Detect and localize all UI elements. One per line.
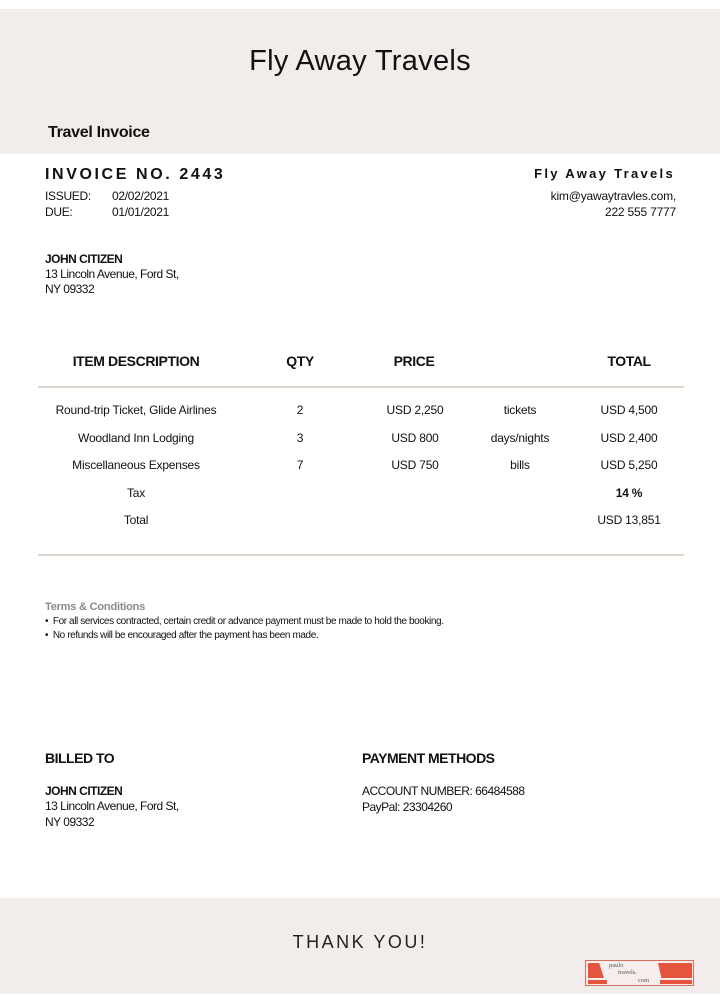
table-top-divider	[38, 386, 684, 388]
company-name: Fly Away Travels	[534, 166, 675, 181]
terms-item-2-text: No refunds will be encouraged after the payment has been made.	[52, 630, 319, 641]
issued-label: ISSUED:	[45, 189, 91, 203]
company-email: kim@yawaytravles.com,	[550, 189, 676, 203]
terms-item-1: • For all services contracted, certain credit or advance payment must be made to hold the booking.	[45, 616, 444, 627]
col-header-description: ITEM DESCRIPTION	[72, 353, 200, 369]
row-1-unit: tickets	[503, 403, 537, 417]
billed-to-address-line2: NY 09332	[45, 815, 95, 829]
logo-text-1: paulo	[609, 962, 624, 969]
terms-item-1-text: For all services contracted, certain credit or advance payment must be made to hold the booking.	[52, 616, 444, 627]
company-phone: 222 555 7777	[604, 205, 676, 219]
document-type-title: Travel Invoice	[48, 124, 150, 141]
logo-stripe-right-bottom	[660, 980, 692, 984]
billed-to-name: JOHN CITIZEN	[45, 784, 123, 798]
col-header-total: TOTAL	[607, 353, 651, 369]
col-header-price: PRICE	[393, 353, 435, 369]
row-2-price: USD 800	[391, 431, 439, 445]
billed-to-address-line1: 13 Lincoln Avenue, Ford St,	[45, 799, 179, 813]
due-label: DUE:	[45, 205, 73, 219]
row-2-description: Woodland Inn Lodging	[78, 431, 194, 445]
row-2-qty: 3	[296, 431, 304, 445]
row-3-unit: bills	[510, 458, 530, 472]
logo-stripe-left	[588, 963, 604, 978]
customer-name: JOHN CITIZEN	[45, 252, 123, 266]
row-2-total: USD 2,400	[600, 431, 658, 445]
account-number: ACCOUNT NUMBER: 66484588	[362, 784, 525, 798]
grand-total-value: USD 13,851	[597, 513, 661, 527]
logo-stripe-right	[658, 963, 692, 978]
row-3-qty: 7	[296, 458, 304, 472]
brand-title: Fly Away Travels	[249, 45, 471, 77]
payment-methods-heading: PAYMENT METHODS	[362, 750, 495, 766]
row-1-total: USD 4,500	[600, 403, 658, 417]
logo-text-2: travels.	[618, 969, 637, 976]
thank-you-text: THANK YOU!	[292, 932, 428, 952]
tax-label: Tax	[126, 486, 146, 500]
row-2-unit: days/nights	[490, 431, 550, 445]
billed-to-heading: BILLED TO	[45, 750, 115, 766]
logo-text-3: com	[638, 977, 650, 984]
due-date: 01/01/2021	[112, 205, 170, 219]
customer-address-line2: NY 09332	[45, 282, 95, 296]
row-3-description: Miscellaneous Expenses	[72, 458, 200, 472]
terms-item-2: • No refunds will be encouraged after the payment has been made.	[45, 630, 319, 641]
logo-stripe-left-bottom	[588, 980, 607, 984]
issued-date: 02/02/2021	[112, 189, 170, 203]
row-3-price: USD 750	[391, 458, 439, 472]
row-3-total: USD 5,250	[600, 458, 658, 472]
tax-value: 14 %	[615, 486, 643, 500]
row-1-qty: 2	[296, 403, 304, 417]
col-header-qty: QTY	[286, 353, 314, 369]
table-bottom-divider	[38, 554, 684, 556]
customer-address-line1: 13 Lincoln Avenue, Ford St,	[45, 267, 179, 281]
terms-title: Terms & Conditions	[45, 601, 146, 613]
row-1-description: Round-trip Ticket, Glide Airlines	[55, 403, 217, 417]
grand-total-label: Total	[123, 513, 149, 527]
invoice-number: INVOICE NO. 2443	[45, 166, 226, 183]
row-1-price: USD 2,250	[386, 403, 444, 417]
paypal-id: PayPal: 23304260	[362, 800, 453, 814]
paulo-travels-logo	[585, 960, 694, 986]
